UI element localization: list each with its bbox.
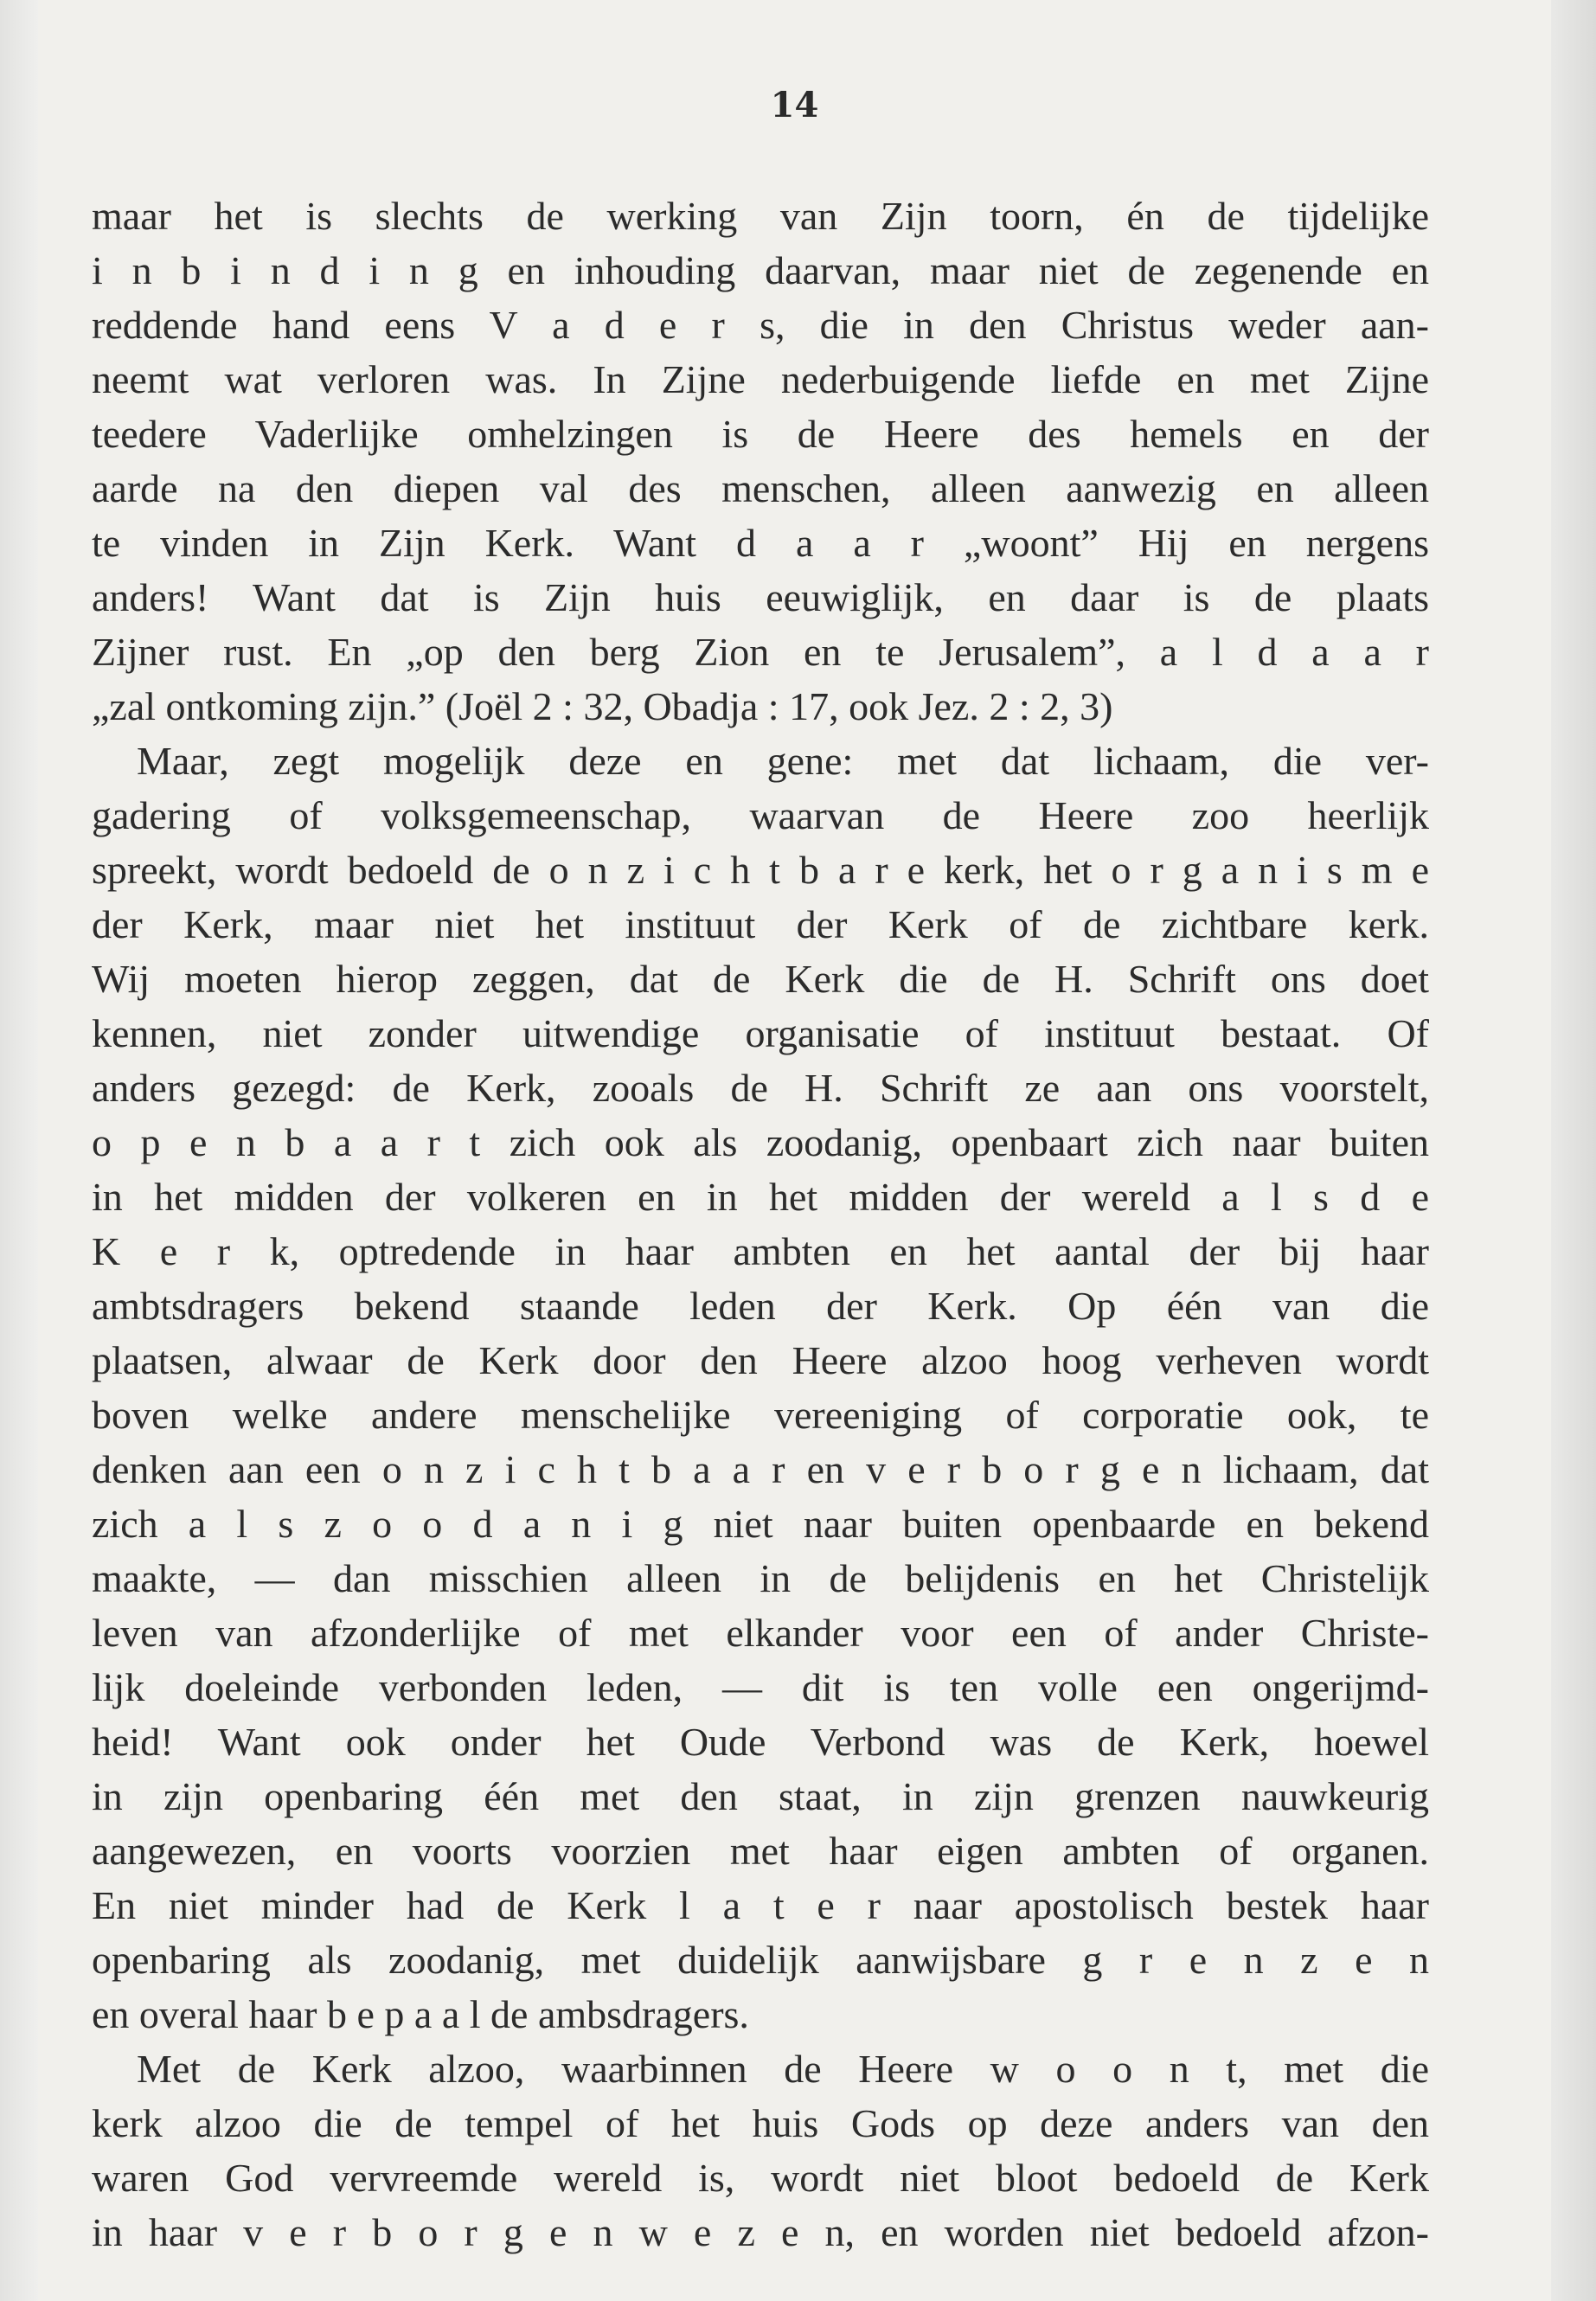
text-line: Wij moeten hierop zeggen, dat de Kerk die de H. Schrift ons doet [92, 957, 1429, 1001]
text-line: aarde na den diepen val des menschen, alleen aanwezig en alleen [92, 466, 1429, 510]
text-line: neemt wat verloren was. In Zijne nederbuigende liefde en met Zijne [92, 357, 1429, 401]
text-line: i n b i n d i n g en inhouding daarvan, maar niet de zegenende en [92, 248, 1429, 292]
text-line: heid! Want ook onder het Oude Verbond was de Kerk, hoewel [92, 1720, 1429, 1764]
text-line: o p e n b a a r t zich ook als zoodanig, openbaart zich naar buiten [92, 1120, 1429, 1164]
text-line: openbaring als zoodanig, met duidelijk aanwijsbare g r e n z e n [92, 1938, 1429, 1982]
text-line: boven welke andere menschelijke vereeniging of corporatie ook, te [92, 1393, 1429, 1437]
text-line: in het midden der volkeren en in het midden der wereld a l s d e [92, 1175, 1429, 1219]
scan-margin-right [1551, 0, 1596, 2301]
text-line: maakte, — dan misschien alleen in de belijdenis en het Christelijk [92, 1556, 1429, 1600]
body-text [92, 189, 1429, 2259]
text-line: aangewezen, en voorts voorzien met haar eigen ambten of organen. [92, 1829, 1429, 1873]
text-line: anders! Want dat is Zijn huis eeuwiglijk, en daar is de plaats [92, 575, 1429, 619]
paragraph-start-line: Maar, zegt mogelijk deze en gene: met dat lichaam, die ver- [137, 739, 1429, 783]
text-line: kennen, niet zonder uitwendige organisatie of instituut bestaat. Of [92, 1011, 1429, 1055]
text-line: in zijn openbaring één met den staat, in zijn grenzen nauwkeurig [92, 1774, 1429, 1818]
book-page [38, 0, 1551, 2301]
text-line: der Kerk, maar niet het instituut der Kerk of de zichtbare kerk. [92, 902, 1429, 946]
text-line: gadering of volksgemeenschap, waarvan de Heere zoo heerlijk [92, 793, 1429, 837]
text-line: maar het is slechts de werking van Zijn toorn, én de tijdelijke [92, 194, 1429, 238]
text-line: plaatsen, alwaar de Kerk door den Heere alzoo hoog verheven wordt [92, 1338, 1429, 1382]
text-line: te vinden in Zijn Kerk. Want d a a r „woont” Hij en nergens [92, 521, 1429, 565]
text-line: waren God vervreemde wereld is, wordt niet bloot bedoeld de Kerk [92, 2156, 1429, 2200]
text-line: ambtsdragers bekend staande leden der Kerk. Op één van die [92, 1284, 1429, 1328]
paragraph-start-line: Met de Kerk alzoo, waarbinnen de Heere w o o n t, met die [137, 2047, 1429, 2091]
text-line: teedere Vaderlijke omhelzingen is de Heere des hemels en der [92, 412, 1429, 456]
paragraph-end-line: „zal ontkoming zijn.” (Joël 2 : 32, Obadja : 17, ook Jez. 2 : 2, 3) [92, 684, 1113, 728]
text-line: reddende hand eens V a d e r s, die in den Christus weder aan- [92, 303, 1429, 347]
text-line: kerk alzoo die de tempel of het huis Gods op deze anders van den [92, 2101, 1429, 2145]
text-line: denken aan een o n z i c h t b a a r en v e r b o r g e n lichaam, dat [92, 1447, 1429, 1491]
text-line: in haar v e r b o r g e n w e z e n, en worden niet bedoeld afzon- [92, 2210, 1429, 2254]
scan-margin-left [0, 0, 38, 2301]
text-line: Zijner rust. En „op den berg Zion en te Jerusalem”, a l d a a r [92, 630, 1429, 674]
text-line: lijk doeleinde verbonden leden, — dit is ten volle een ongerijmd- [92, 1665, 1429, 1709]
text-line: zich a l s z o o d a n i g niet naar buiten openbaarde en bekend [92, 1502, 1429, 1546]
text-line: anders gezegd: de Kerk, zooals de H. Schrift ze aan ons voorstelt, [92, 1066, 1429, 1110]
paragraph-end-line: en overal haar b e p a a l de ambsdragers. [92, 1992, 749, 2036]
page-number: 14 [770, 85, 819, 125]
text-line: En niet minder had de Kerk l a t e r naar apostolisch bestek haar [92, 1883, 1429, 1927]
text-line: K e r k, optredende in haar ambten en het aantal der bij haar [92, 1229, 1429, 1273]
text-line: leven van afzonderlijke of met elkander voor een of ander Christe- [92, 1611, 1429, 1655]
text-line: spreekt, wordt bedoeld de o n z i c h t b a r e kerk, het o r g a n i s m e [92, 848, 1429, 892]
